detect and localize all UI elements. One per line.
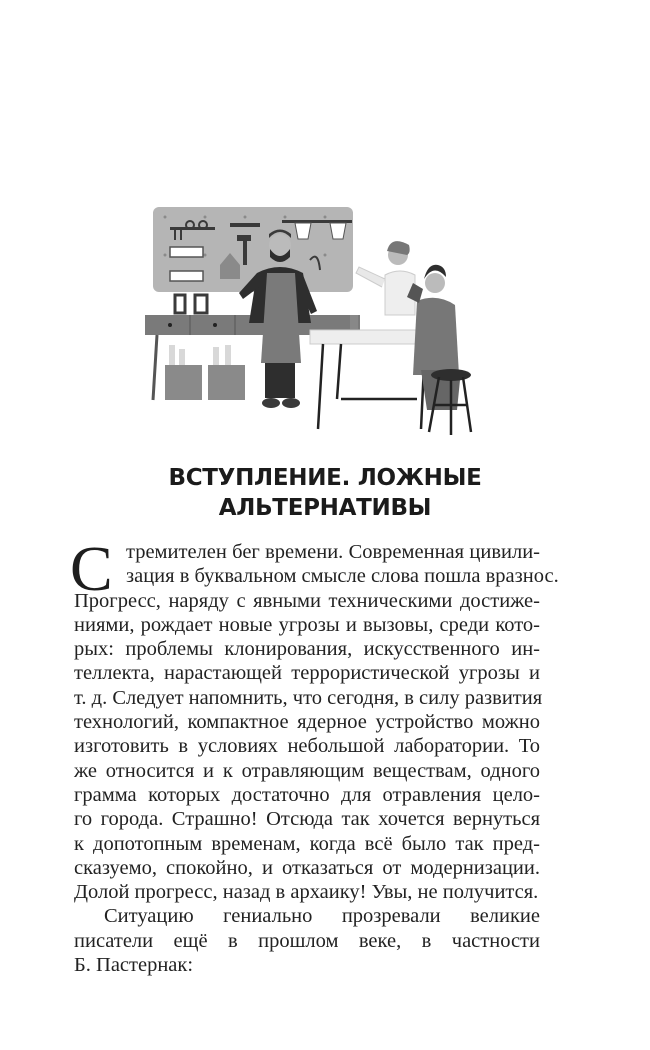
body-line: теллекта, нарастающей террористической угрозы и [74,662,540,685]
body-line: т. д. Следует напомнить, что сегодня, в силу развития [74,686,543,709]
drop-cap: С [70,533,113,604]
body-line: писатели ещё в прошлом веке, в частности [74,929,540,952]
body-line: Прогресс, наряду с явными техническими достиже- [74,589,540,612]
body-line: сказуемо, спокойно, и отказаться от модернизации. [74,856,540,879]
body-line: грамма которых достаточно для отравления цело- [74,783,540,806]
body-line: же относится и к отравляющим веществам, одного [74,759,540,782]
chapter-body [70,533,559,977]
body-line: го города. Страшно! Отсюда так хочется вернуться [74,808,540,831]
body-line: рых: проблемы клонирования, искусственного ин- [74,638,540,661]
body-line: технологий, компактное ядерное устройство можно [74,711,540,734]
chapter-title [0,463,650,523]
body-line: зация в буквальном смысле слова пошла вразнос. [126,565,559,588]
body-line: ниями, рождает новые угрозы и вызовы, среди кото- [74,613,540,636]
body-line: Ситуацию гениально прозревали великие [104,905,540,928]
body-line: Долой прогресс, назад в архаику! Увы, не получится. [74,881,539,904]
body-line: Б. Пастернак: [74,954,194,977]
body-line: к допотопным временам, когда всё было так пред- [74,832,540,855]
chapter-title-line-2: АЛЬТЕРНАТИВЫ [218,495,432,521]
body-line: изготовить в условиях небольшой лаборатории. То [74,735,540,758]
body-line: тремителен бег времени. Современная цивили- [126,541,540,563]
workshop-illustration [145,205,505,435]
chapter-title-line-1: ВСТУПЛЕНИЕ. ЛОЖНЫЕ [168,465,482,491]
